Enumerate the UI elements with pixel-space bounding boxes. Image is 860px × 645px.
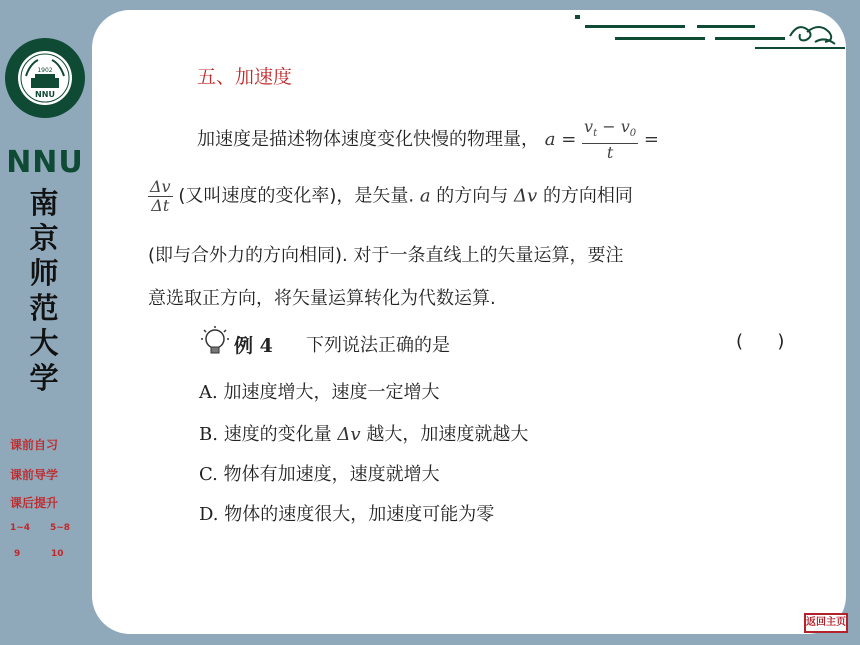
option-letter: A. bbox=[199, 382, 218, 403]
option-c[interactable] bbox=[199, 460, 440, 486]
university-char: 范 bbox=[29, 291, 59, 325]
university-char: 大 bbox=[29, 326, 59, 360]
formula-fraction bbox=[582, 118, 638, 162]
formula-denominator: Δt bbox=[151, 196, 170, 215]
nav-link-pre-guide[interactable]: 课前导学 bbox=[10, 468, 59, 482]
formula-symbol: a bbox=[419, 185, 431, 207]
example-label: 例 4 bbox=[234, 335, 273, 357]
university-name-vertical bbox=[24, 186, 64, 396]
formula-subscript: t bbox=[593, 128, 598, 140]
paragraph-line-3: (即与合外力的方向相同). 对于一条直线上的矢量运算，要注 bbox=[148, 245, 624, 266]
home-button[interactable]: 返回主页 bbox=[804, 613, 848, 633]
formula-subscript: 0 bbox=[629, 128, 637, 140]
content-panel bbox=[92, 10, 846, 634]
paragraph-text: 加速度是描述物体速度变化快慢的物理量， bbox=[197, 129, 539, 151]
formula-symbol: v bbox=[584, 117, 594, 136]
section-title: 五、加速度 bbox=[197, 66, 293, 88]
university-char: 师 bbox=[29, 256, 59, 290]
example-question: 下列说法正确的是 bbox=[306, 335, 450, 356]
nav-link-after-class[interactable]: 课后提升 bbox=[10, 496, 59, 510]
formula-symbol: = bbox=[561, 129, 577, 151]
option-letter: B. bbox=[199, 424, 218, 445]
university-logo bbox=[4, 36, 86, 136]
svg-text:NNU: NNU bbox=[35, 90, 55, 99]
option-text: 越大，加速度就越大 bbox=[366, 424, 529, 445]
paragraph-line-1 bbox=[197, 118, 659, 162]
answer-blank: ( ) bbox=[736, 331, 785, 352]
option-letter: D. bbox=[199, 504, 219, 525]
option-letter: C. bbox=[199, 464, 218, 485]
option-text: 物体的速度很大，加速度可能为零 bbox=[224, 504, 495, 525]
nav-link-pre-study[interactable]: 课前自习 bbox=[10, 438, 59, 452]
university-char: 南 bbox=[29, 186, 59, 220]
option-text: 物体有加速度，速度就增大 bbox=[223, 464, 440, 485]
formula-symbol: = bbox=[643, 129, 659, 151]
page-link-1-4[interactable]: 1~4 bbox=[10, 523, 31, 533]
lightbulb-icon bbox=[200, 325, 230, 359]
option-text: 加速度增大，速度一定增大 bbox=[223, 382, 440, 403]
formula-symbol: a bbox=[544, 129, 556, 151]
formula-denominator: t bbox=[606, 143, 614, 163]
option-text: 速度的变化量 bbox=[223, 424, 332, 445]
option-a[interactable] bbox=[199, 378, 439, 404]
formula-symbol: − bbox=[602, 117, 616, 136]
formula-numerator: Δv bbox=[150, 177, 171, 196]
nnu-wordmark: NNU bbox=[6, 145, 84, 180]
formula-symbol: Δv bbox=[514, 185, 538, 207]
decorative-lines bbox=[575, 12, 845, 54]
example-header bbox=[200, 325, 810, 359]
page-link-10[interactable]: 10 bbox=[51, 549, 64, 559]
paragraph-text: 的方向相同 bbox=[542, 185, 633, 207]
university-char: 学 bbox=[29, 361, 59, 395]
university-char: 京 bbox=[29, 221, 59, 255]
option-b[interactable] bbox=[199, 420, 528, 446]
page-link-9[interactable]: 9 bbox=[14, 549, 21, 559]
paragraph-text: 的方向与 bbox=[436, 185, 509, 207]
option-d[interactable] bbox=[199, 500, 494, 526]
paragraph-line-2 bbox=[148, 178, 633, 215]
formula-symbol: Δv bbox=[337, 424, 361, 445]
paragraph-line-4: 意选取正方向，将矢量运算转化为代数运算. bbox=[148, 288, 496, 309]
formula-symbol: v bbox=[620, 117, 630, 136]
formula-fraction-dv-dt bbox=[148, 178, 173, 215]
page-link-5-8[interactable]: 5~8 bbox=[50, 523, 71, 533]
paragraph-text: (又叫速度的变化率)，是矢量. bbox=[178, 185, 415, 207]
svg-text:1902: 1902 bbox=[37, 67, 53, 74]
